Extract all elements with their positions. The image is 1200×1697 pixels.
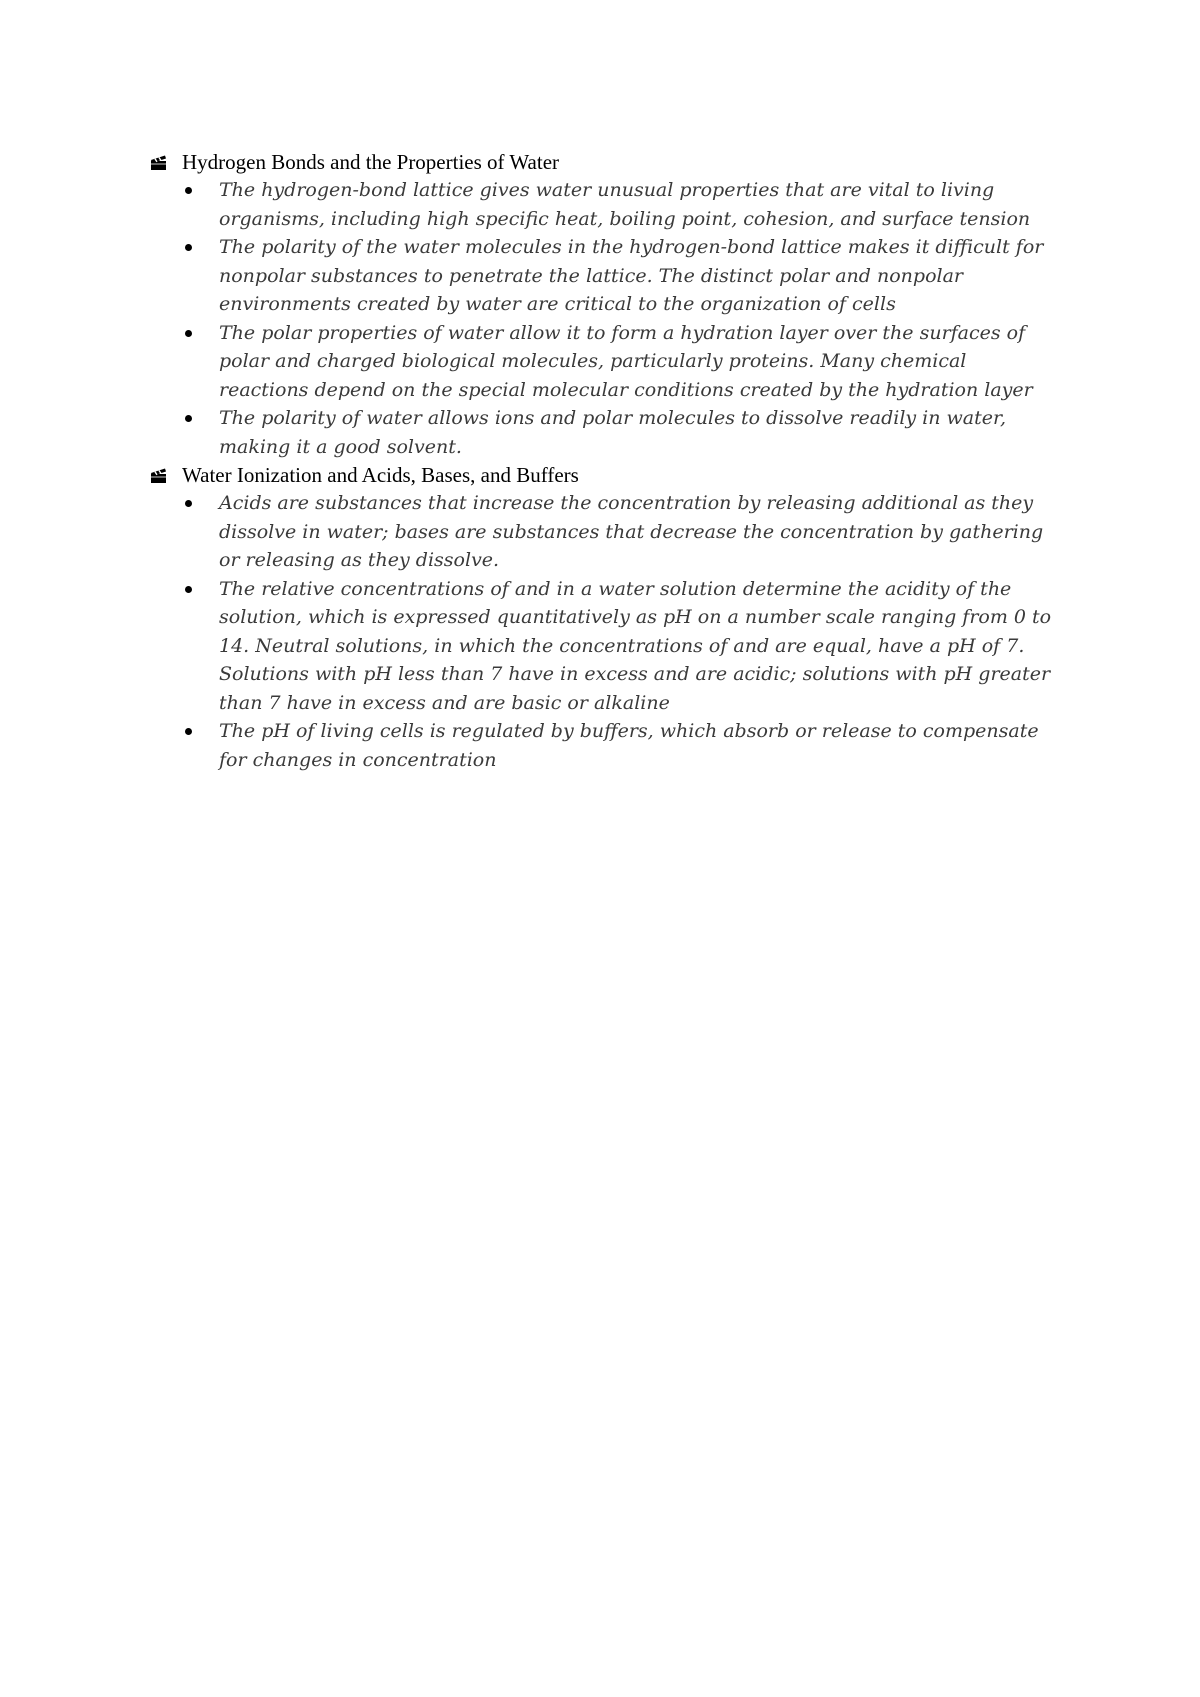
bullet-text: The relative concentrations of and in a water solution determine the acidity of the solution, which is expressed quantitatively as pH on a number scale ranging from 0 to 14. Neutral solutions, in which the concentrations of and are equal, have a pH of 7. Solutions with pH less than 7 have in excess and are acidic; solutions with pH greater than 7 have in excess and are basic or alkaline [219, 577, 1052, 714]
bullet-dot-icon [185, 500, 192, 507]
bullet-text: The hydrogen-bond lattice gives water unusual properties that are vital to living organisms, including high specific heat, boiling point, cohesion, and surface tension [219, 179, 1031, 230]
bullet-dot-icon [185, 244, 192, 251]
list-item [149, 176, 1059, 233]
bullet-text: Acids are substances that increase the concentration by releasing additional as they dissolve in water; bases are substances that decrease the concentration by gathering or releasing as they dissolve. [219, 492, 1044, 571]
section-heading: Hydrogen Bonds and the Properties of Water [182, 150, 560, 174]
document-content [149, 148, 1069, 774]
bullet-text: The pH of living cells is regulated by buffers, which absorb or release to compensate for changes in concentration [219, 720, 1039, 771]
list-item [149, 717, 1059, 774]
bullet-dot-icon [185, 330, 192, 337]
section-hydrogen-bonds [149, 148, 1069, 461]
list-item [149, 319, 1059, 405]
clapperboard-icon [149, 152, 169, 172]
bullet-list [149, 489, 1069, 774]
list-item [149, 404, 1059, 461]
bullet-text: The polarity of the water molecules in the hydrogen-bond lattice makes it difficult for nonpolar substances to penetrate the lattice. The distinct polar and nonpolar environments created by water are critical to the organization of cells [219, 236, 1044, 315]
bullet-dot-icon [185, 415, 192, 422]
bullet-dot-icon [185, 728, 192, 735]
list-item [149, 575, 1059, 718]
bullet-dot-icon [185, 586, 192, 593]
section-heading-row [149, 148, 1069, 176]
section-heading-row [149, 461, 1069, 489]
bullet-text: The polarity of water allows ions and polar molecules to dissolve readily in water, making it a good solvent. [219, 407, 1007, 458]
bullet-text: The polar properties of water allow it to form a hydration layer over the surfaces of polar and charged biological molecules, particularly proteins. Many chemical reactions depend on the special molecular conditions created by the hydration layer [219, 321, 1033, 401]
section-heading: Water Ionization and Acids, Bases, and Buffers [182, 463, 579, 487]
clapperboard-icon [149, 465, 169, 485]
section-water-ionization [149, 461, 1069, 774]
list-item [149, 489, 1059, 575]
list-item [149, 233, 1059, 319]
bullet-list [149, 176, 1069, 461]
bullet-dot-icon [185, 187, 192, 194]
